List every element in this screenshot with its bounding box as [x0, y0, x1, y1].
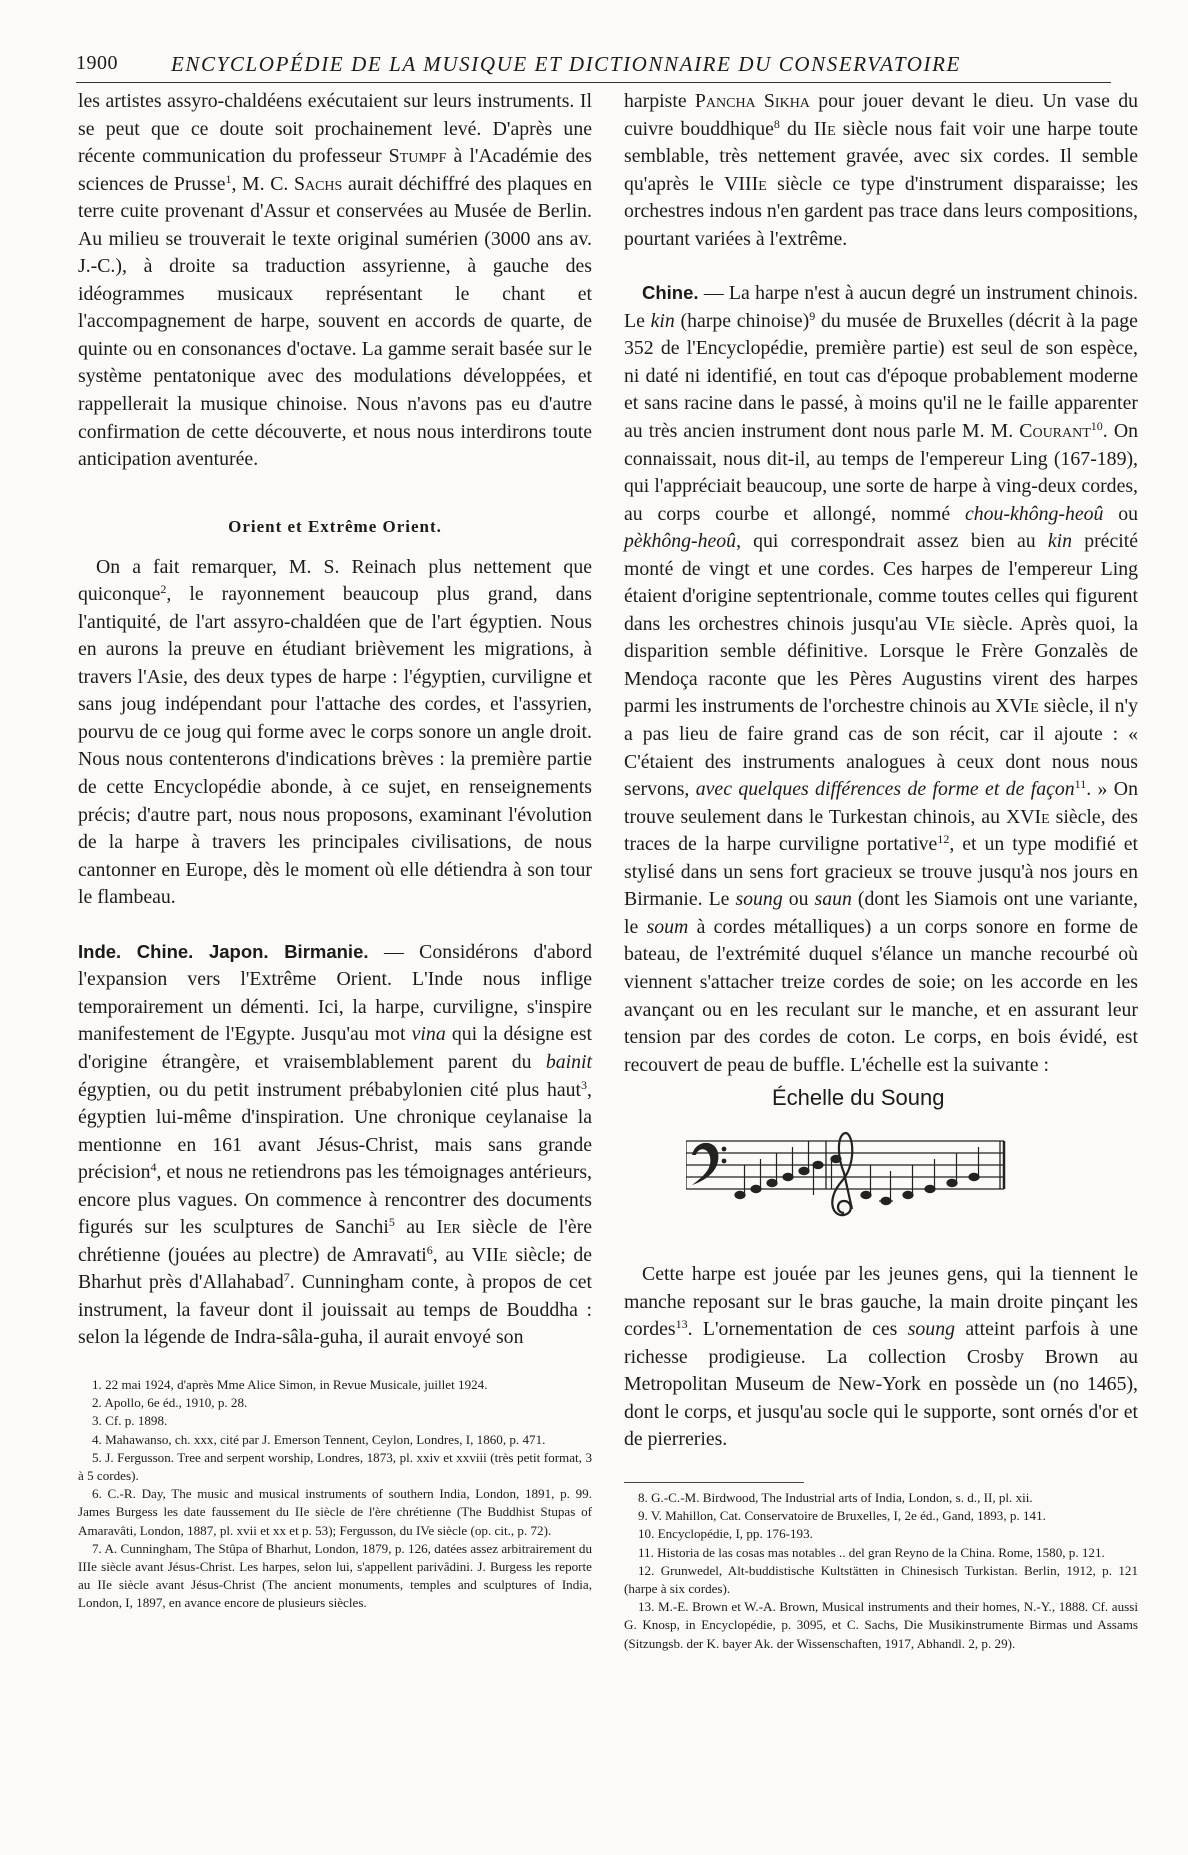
treble-clef	[832, 1133, 852, 1215]
bass-clef	[692, 1143, 726, 1185]
footnote: 6. C.-R. Day, The music and musical instruments of southern India, London, 1891, p. 99. James Burgess les date faussement du IIe siècle de l'ère chrétienne (The Buddhist Stupas of Amaravâti, London, 1887, pl. xvii et xx et p. 53); Fergusson, du IVe siècle (op. cit., p. 72).	[78, 1486, 592, 1538]
paragraph-orient: On a fait remarquer, M. S. Reinach plus nettement que quiconque$^2$, le rayonnement beaucoup plus grand, dans l'antiquité, de l'art assyro-chaldéen que de l'art égyptien. Nous en aurons la preuve en étudiant brièvement les migrations, à travers l'Asie, des deux types de harpe : l'égyptien, curviligne et sans joug indépendant pour l'attache des cordes, et l'assyrien, pourvu de ce joug qui forme avec le corps sonore un angle droit. Nous nous contenterons d'indications brèves : la première partie de cette Encyclopédie abonde, à ce sujet, en renseignements précis; d'autre part, nous nous proposons, examinant l'évolution de la harpe à travers les principales civilisations, de nous cantonner en Europe, dès le moment où elle détiendra à son tour le flambeau.	[78, 555, 592, 909]
scale-figure	[624, 1085, 1138, 1235]
paragraph-lead: Inde. Chine. Japon. Birmanie.	[78, 940, 369, 962]
footnote: 8. G.-C.-M. Birdwood, The Industrial arts of India, London, s. d., II, pl. xii.	[638, 1489, 1033, 1505]
paragraph-harpiste: harpiste Pancha Sikha pour jouer devant le dieu. Un vase du cuivre bouddhique$^8$ du IIe siècle nous fait voir une harpe toute semblable, très nettement gravée, avec six cordes. Il semble qu'après le VIIIe siècle ce type d'instrument disparaisse; les orchestres indous n'en gardent pas trace dans leurs compositions, pourtant variées à l'extrême.	[624, 90, 1139, 250]
footnote-rule	[624, 1482, 804, 1483]
figure-caption: Échelle du Soung	[772, 1085, 945, 1111]
footnote: 13. M.-E. Brown et W.-A. Brown, Musical instruments and their homes, N.-Y., 1888. Cf. aussi G. Knosp, in Encyclopédie, p. 3095, et C. Sachs, Die Musikinstrumente Birmas und Assams (Sitzungsb. der K. bayer Ak. der Wissenschaften, 1917, Abhandl. 2, p. 29).	[624, 1599, 1138, 1651]
footnotes-left	[78, 1376, 592, 1613]
music-staff	[686, 1129, 1016, 1229]
paragraph-inde: Inde. Chine. Japon. Birmanie. — Considérons d'abord l'expansion vers l'Extrême Orient. L'Inde nous inflige temporairement un démenti. Ici, la harpe, curviligne, s'inspire manifestement de l'Egypte. Jusqu'au mot vina qui la désigne est d'origine étrangère, et vraisemblablement parent du bainit égyptien, ou du petit instrument prébabylonien cité plus haut$^3$, égyptien lui-même d'inspiration. Une chronique ceylanaise la mentionne en 161 avant Jésus-Christ, mais sans grande précision$^4$, et nous ne retiendrons pas les témoignages antérieurs, encore plus vagues. On commence à rencontrer des documents figurés sur les sculptures de Sanchi$^5$ au Ier siècle de l'ère chrétienne (jouées au plectre) de Amravati$^6$, au VIIe siècle; de Bharhut près d'Allahabad$^7$. Cunningham conte, à propos de cet instrument, la faveur dont il jouissait au temps de Bouddha : selon la légende de Indra-sâla-guha, il aurait envoyé son	[78, 940, 593, 1349]
right-column	[624, 88, 1138, 1653]
running-title: ENCYCLOPÉDIE DE LA MUSIQUE ET DICTIONNAIRE DU CONSERVATOIRE	[171, 52, 961, 76]
footnote: 4. Mahawanso, ch. xxx, cité par J. Emerson Tennent, Ceylon, Londres, I, 1860, p. 471.	[92, 1431, 546, 1447]
footnote: 3. Cf. p. 1898.	[92, 1413, 168, 1429]
page-number: 1900	[76, 52, 118, 74]
footnote: 10. Encyclopédie, I, pp. 176-193.	[638, 1526, 813, 1542]
footnote: 2. Apollo, 6e éd., 1910, p. 28.	[92, 1395, 248, 1411]
footnote: 9. V. Mahillon, Cat. Conservatoire de Bruxelles, I, 2e éd., Gand, 1893, p. 141.	[638, 1508, 1046, 1524]
footnote: 1. 22 mai 1924, d'après Mme Alice Simon, in Revue Musicale, juillet 1924.	[92, 1376, 488, 1392]
footnote: 5. J. Fergusson. Tree and serpent worship, Londres, 1873, pl. xxiv et xxviii (très petit format, 3 à 5 cordes).	[78, 1449, 592, 1483]
footnote: 12. Grunwedel, Alt-buddistische Kultstätten in Chinesisch Turkistan. Berlin, 1912, p. 121 (harpe à six cordes).	[624, 1562, 1138, 1596]
footnotes-right	[624, 1482, 1138, 1653]
paragraph-assyro-chaldean: les artistes assyro-chaldéens exécutaient sur leurs instruments. Il se peut que ce doute soit prochainement levé. D'après une récente communication du professeur Stumpf à l'Académie des sciences de Prusse$^1$, M. C. Sachs aurait déchiffré des plaques en terre cuite provenant d'Assur et conservées au Musée de Berlin. Au milieu se trouverait le texte original sumérien (3000 ans av. J.-C.), à droite sa traduction assyrienne, à gauche des idéogrammes musicaux représentant le chant et l'accompagnement de harpe, souvent en accords de quarte, de quinte ou en consonances d'octave. La gamme serait basée sur le système pentatonique avec des modulations développées, et rappellerait la musique chinoise. Nous n'avons pas eu d'autre confirmation de cette découverte, et nous nous interdirons toute anticipation aventurée.	[78, 90, 593, 471]
left-column	[78, 88, 592, 1613]
footnote: 11. Historia de las cosas mas notables .. del gran Reyno de la China. Rome, 1580, p. 121.	[638, 1544, 1105, 1560]
paragraph-soung: Cette harpe est jouée par les jeunes gens, qui la tiennent le manche reposant sur le bras gauche, la main droite pinçant les cordes$^{13}$. L'ornementation de ces soung atteint parfois à une richesse prodigieuse. La collection Crosby Brown au Metropolitan Museum de New-York en possède un (no 1465), dont le corps, et jusqu'au socle qui le supporte, sont ornés d'or et de pierreries.	[624, 1263, 1138, 1451]
page-header	[76, 52, 1111, 83]
footnote: 7. A. Cunningham, The Stûpa of Bharhut, London, 1879, p. 126, datées assez arbitrairement du IIIe siècle avant Jésus-Christ. Les harpes, selon lui, s'appellent parivâdini. J. Burgess les reporte au IIe siècle avant Jésus-Christ (The ancient monuments, temples and sculptures of India, London, I, 1897, en avance encore de plusieurs siècles.	[78, 1540, 592, 1611]
section-title: Orient et Extrême Orient.	[228, 516, 442, 536]
paragraph-lead: Chine.	[642, 282, 699, 304]
paragraph-chine: Chine. — La harpe n'est à aucun degré un instrument chinois. Le kin (harpe chinoise)$^9$ du musée de Bruxelles (décrit à la page 352 de l'Encyclopédie, première partie) est seul de son espèce, ni daté ni identifié, en tout cas d'époque probablement moderne et sans racine dans le passé, à moins qu'il ne le faille apparenter au très ancien instrument dont nous parle M. M. Courant$^{10}$. On connaissait, nous dit-il, au temps de l'empereur Ling (167-189), qui l'appréciait beaucoup, une sorte de harpe à ving-deux cordes, au corps courbe et allongé, nommé chou-không-heoû ou pèkhông-heoû, qui correspondrait assez bien au kin précité monté de vingt et une cordes. Ces harpes de l'empereur Ling étaient d'origine septentrionale, comme toutes celles qui figurent dans les orchestres chinois jusqu'au VIe siècle. Après quoi, la disparition semble définitive. Lorsque le Frère Gonzalès de Mendoça raconte que les Pères Augustins virent des harpes parmi les instruments de l'orchestre chinois au XVIe siècle, il n'y a pas lieu de faire grand cas de son récit, car il ajoute : « C'étaient des instruments analogues à ceux dont nous nous servons, avec quelques différences de forme et de façon$^{11}$. » On trouve seulement dans le Turkestan chinois, au XVIe siècle, des traces de la harpe curviligne portative$^{12}$, et un type modifié et stylisé dans un sens fort gracieux se trouve jusqu'à nos jours en Birmanie. Le soung ou saun (dont les Siamois ont une variante, le soum à cordes métalliques) a un corps sonore en forme de bateau, de l'extrémité duquel s'élance un manche recourbé où viennent s'attacher treize cordes de soie; on les accorde en les avançant ou en les reculant sur le manche, et en assurant leur tension par des cordes de coton. Le corps, en bois évidé, est recouvert de peau de buffle. L'échelle est la suivante :	[624, 282, 1138, 1076]
notes	[735, 1141, 979, 1205]
